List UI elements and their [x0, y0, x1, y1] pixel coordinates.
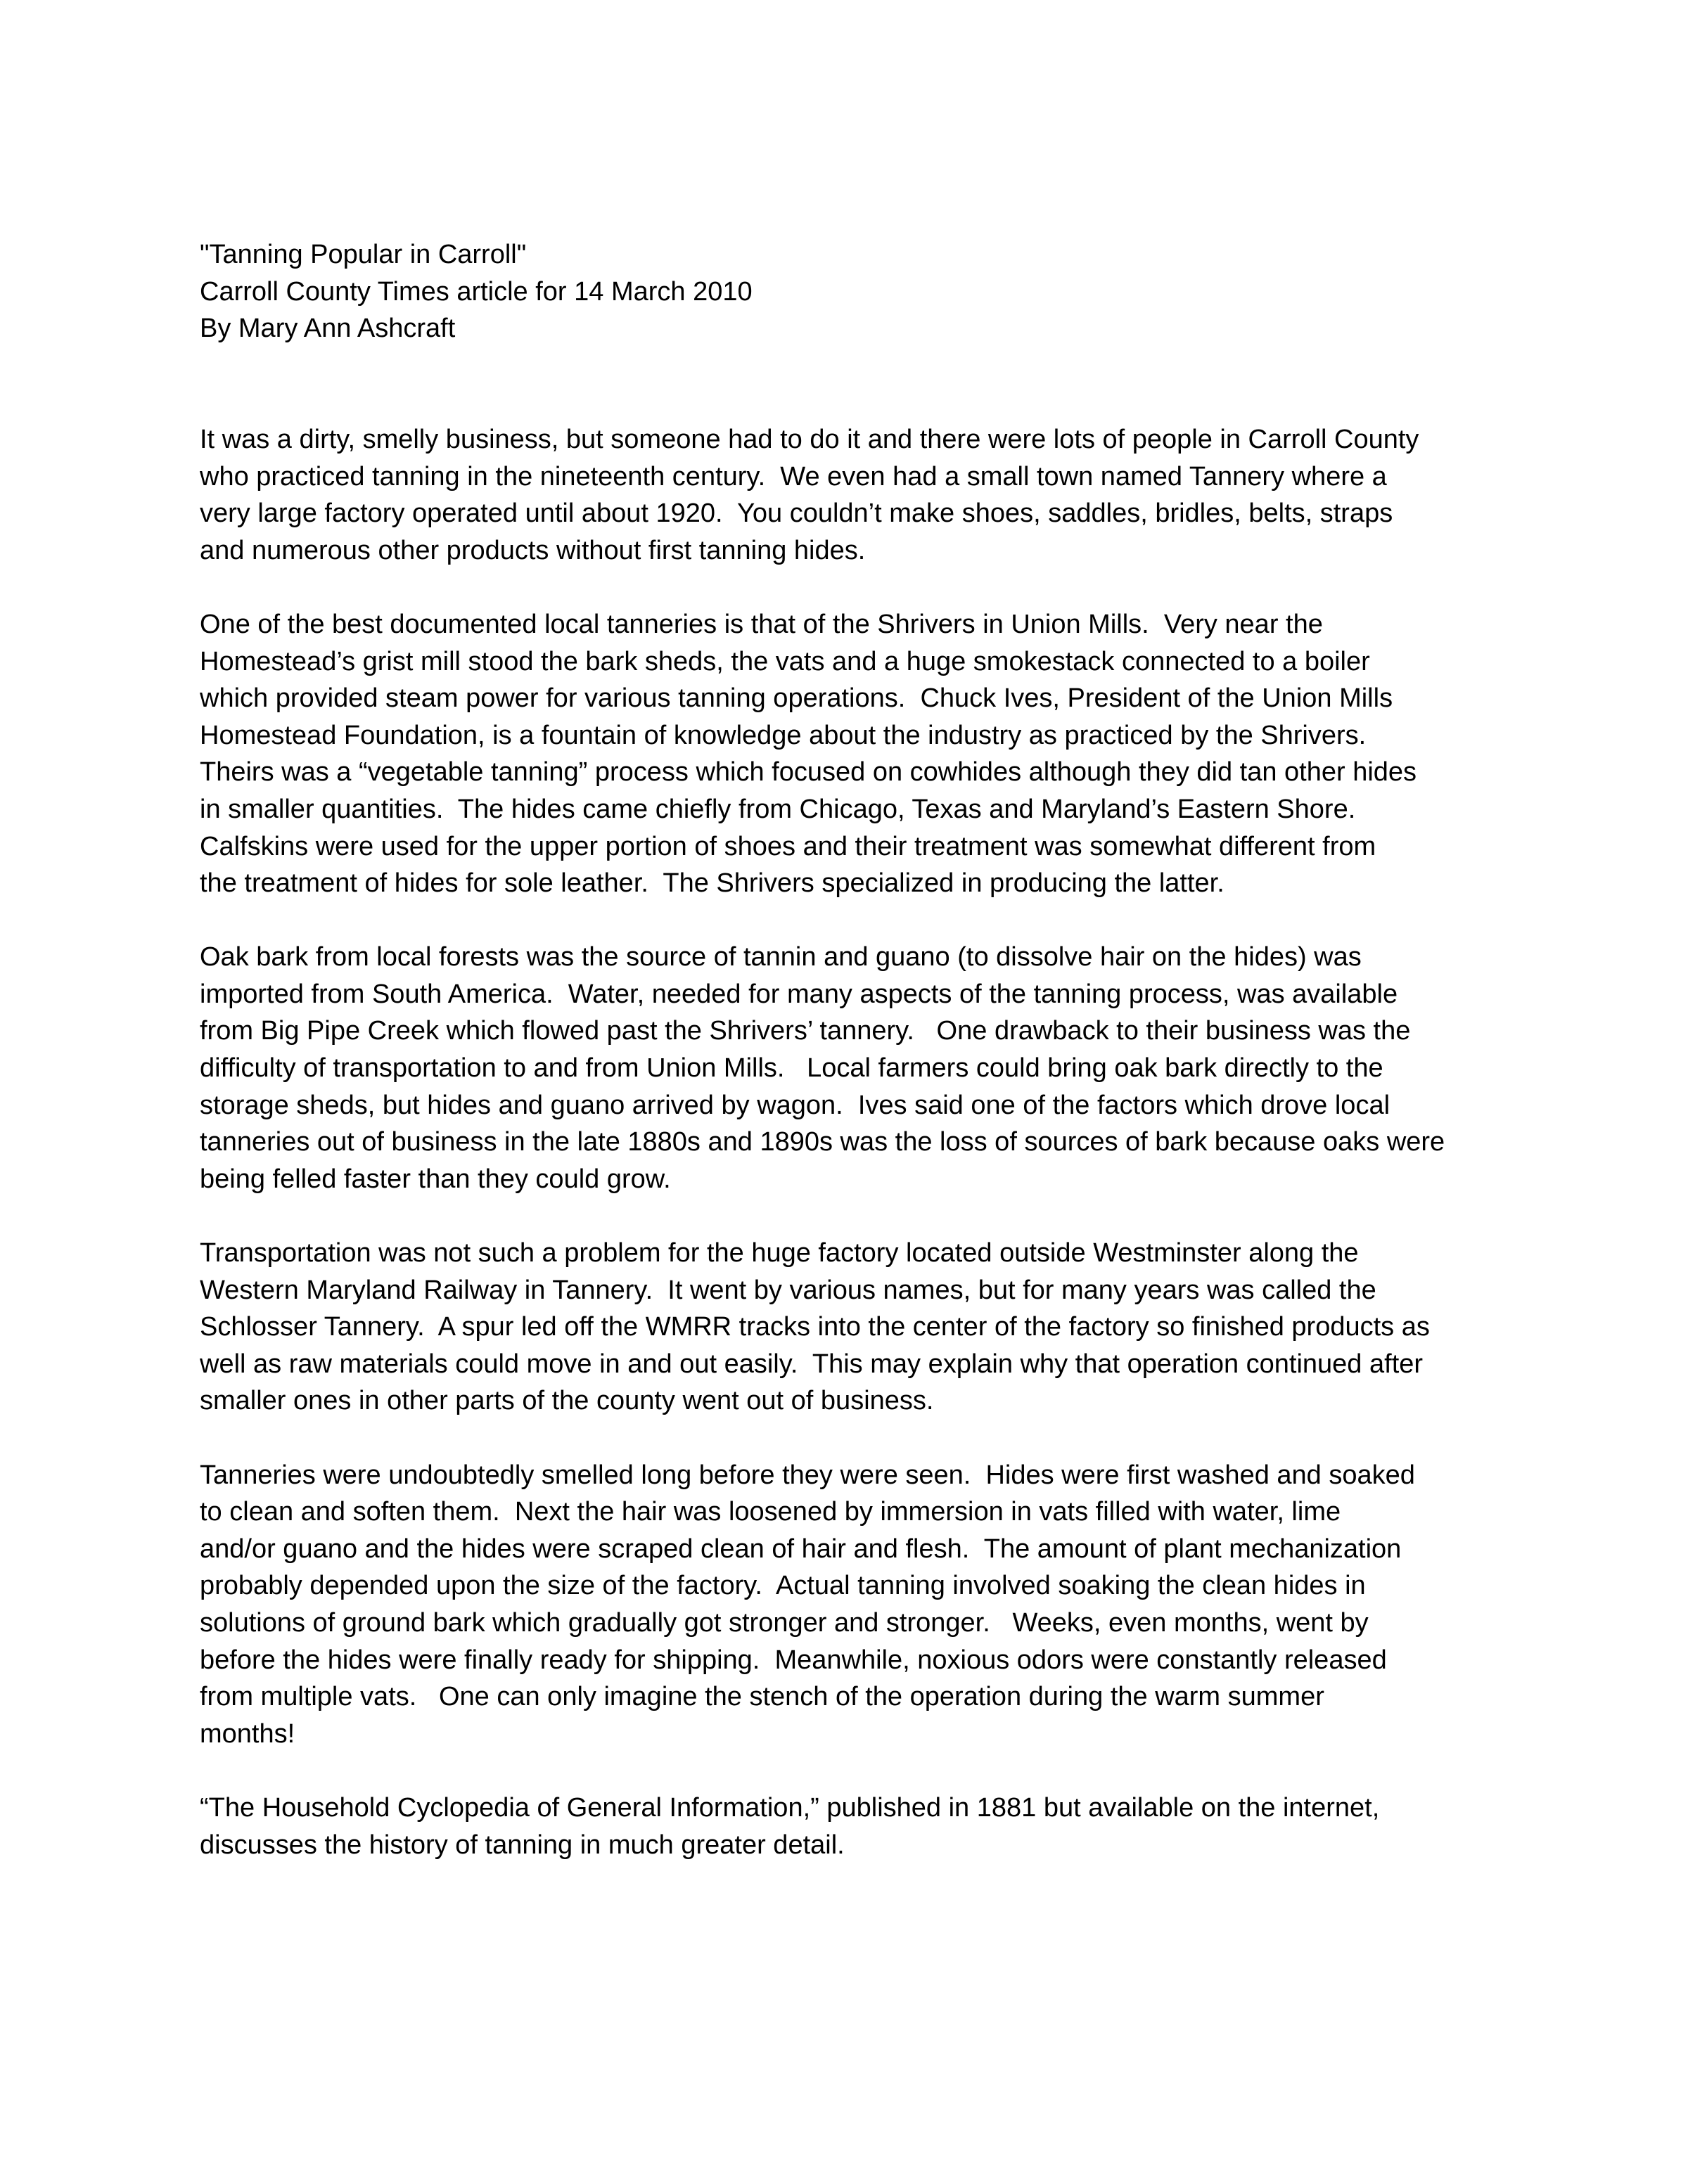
text-line: Oak bark from local forests was the source of tannin and guano (to dissolve hair on the hides) was: [200, 942, 1362, 972]
paragraph-2: [200, 606, 1508, 902]
paragraph-1: [200, 421, 1508, 569]
text-line: the treatment of hides for sole leather. The Shrivers specialized in producing the latter.: [200, 868, 1225, 899]
text-line: difficulty of transportation to and from Union Mills. Local farmers could bring oak bark directly to the: [200, 1053, 1383, 1084]
article-title: "Tanning Popular in Carroll": [200, 240, 527, 269]
text-line: Homestead Foundation, is a fountain of knowledge about the industry as practiced by the Shrivers.: [200, 720, 1367, 750]
text-line: tanneries out of business in the late 1880s and 1890s was the loss of sources of bark because oaks were: [200, 1127, 1445, 1157]
text-line: who practiced tanning in the nineteenth century. We even had a small town named Tannery where a: [200, 461, 1387, 492]
text-line: Transportation was not such a problem for the huge factory located outside Westminster along the: [200, 1238, 1359, 1268]
text-line: probably depended upon the size of the factory. Actual tanning involved soaking the clean hides in: [200, 1571, 1366, 1601]
text-line: to clean and soften them. Next the hair was loosened by immersion in vats filled with water, lime: [200, 1497, 1341, 1527]
text-line: before the hides were finally ready for shipping. Meanwhile, noxious odors were constantly released: [200, 1645, 1387, 1675]
text-line: discusses the history of tanning in much greater detail.: [200, 1830, 845, 1860]
text-line: solutions of ground bark which gradually got stronger and stronger. Weeks, even months, went by: [200, 1607, 1369, 1638]
text-line: in smaller quantities. The hides came chiefly from Chicago, Texas and Maryland’s Eastern Shore.: [200, 794, 1356, 824]
article-header: [200, 236, 1508, 347]
text-line: Theirs was a “vegetable tanning” process which focused on cowhides although they did tan other hides: [200, 757, 1417, 788]
text-line: Schlosser Tannery. A spur led off the WMRR tracks into the center of the factory so finished products as: [200, 1312, 1430, 1342]
text-line: and/or guano and the hides were scraped clean of hair and flesh. The amount of plant mechanization: [200, 1534, 1402, 1564]
text-line: Tanneries were undoubtedly smelled long before they were seen. Hides were first washed and soaked: [200, 1460, 1415, 1490]
text-line: Western Maryland Railway in Tannery. It went by various names, but for many years was called the: [200, 1275, 1376, 1305]
text-line: from multiple vats. One can only imagine the stench of the operation during the warm summer: [200, 1682, 1324, 1712]
text-line: storage sheds, but hides and guano arrived by wagon. Ives said one of the factors which drove local: [200, 1090, 1390, 1120]
publication-line: Carroll County Times article for 14 March 2010: [200, 276, 753, 307]
text-line: being felled faster than they could grow.: [200, 1164, 671, 1194]
text-line: “The Household Cyclopedia of General Information,” published in 1881 but available on the internet,: [200, 1792, 1380, 1823]
text-line: imported from South America. Water, needed for many aspects of the tanning process, was available: [200, 979, 1398, 1009]
document-page: [200, 236, 1508, 1901]
text-line: well as raw materials could move in and out easily. This may explain why that operation continued after: [200, 1349, 1424, 1379]
text-line: smaller ones in other parts of the county went out of business.: [200, 1386, 934, 1416]
text-line: months!: [200, 1719, 295, 1749]
paragraph-4: [200, 1235, 1508, 1420]
paragraph-5: [200, 1457, 1508, 1753]
byline: By Mary Ann Ashcraft: [200, 314, 456, 344]
header-spacer: [200, 347, 1508, 421]
text-line: very large factory operated until about 1920. You couldn’t make shoes, saddles, bridles, belts, straps: [200, 499, 1393, 529]
text-line: Calfskins were used for the upper portion of shoes and their treatment was somewhat different from: [200, 831, 1376, 861]
text-line: It was a dirty, smelly business, but someone had to do it and there were lots of people in Carroll County: [200, 424, 1419, 454]
text-line: which provided steam power for various tanning operations. Chuck Ives, President of the Union Mills: [200, 683, 1393, 714]
text-line: from Big Pipe Creek which flowed past the Shrivers’ tannery. One drawback to their business was the: [200, 1016, 1411, 1046]
text-line: One of the best documented local tanneries is that of the Shrivers in Union Mills. Very near the: [200, 609, 1323, 639]
text-line: Homestead’s grist mill stood the bark sheds, the vats and a huge smokestack connected to a boiler: [200, 646, 1370, 676]
paragraph-3: [200, 939, 1508, 1197]
text-line: and numerous other products without first tanning hides.: [200, 535, 866, 565]
paragraph-6: [200, 1790, 1508, 1863]
